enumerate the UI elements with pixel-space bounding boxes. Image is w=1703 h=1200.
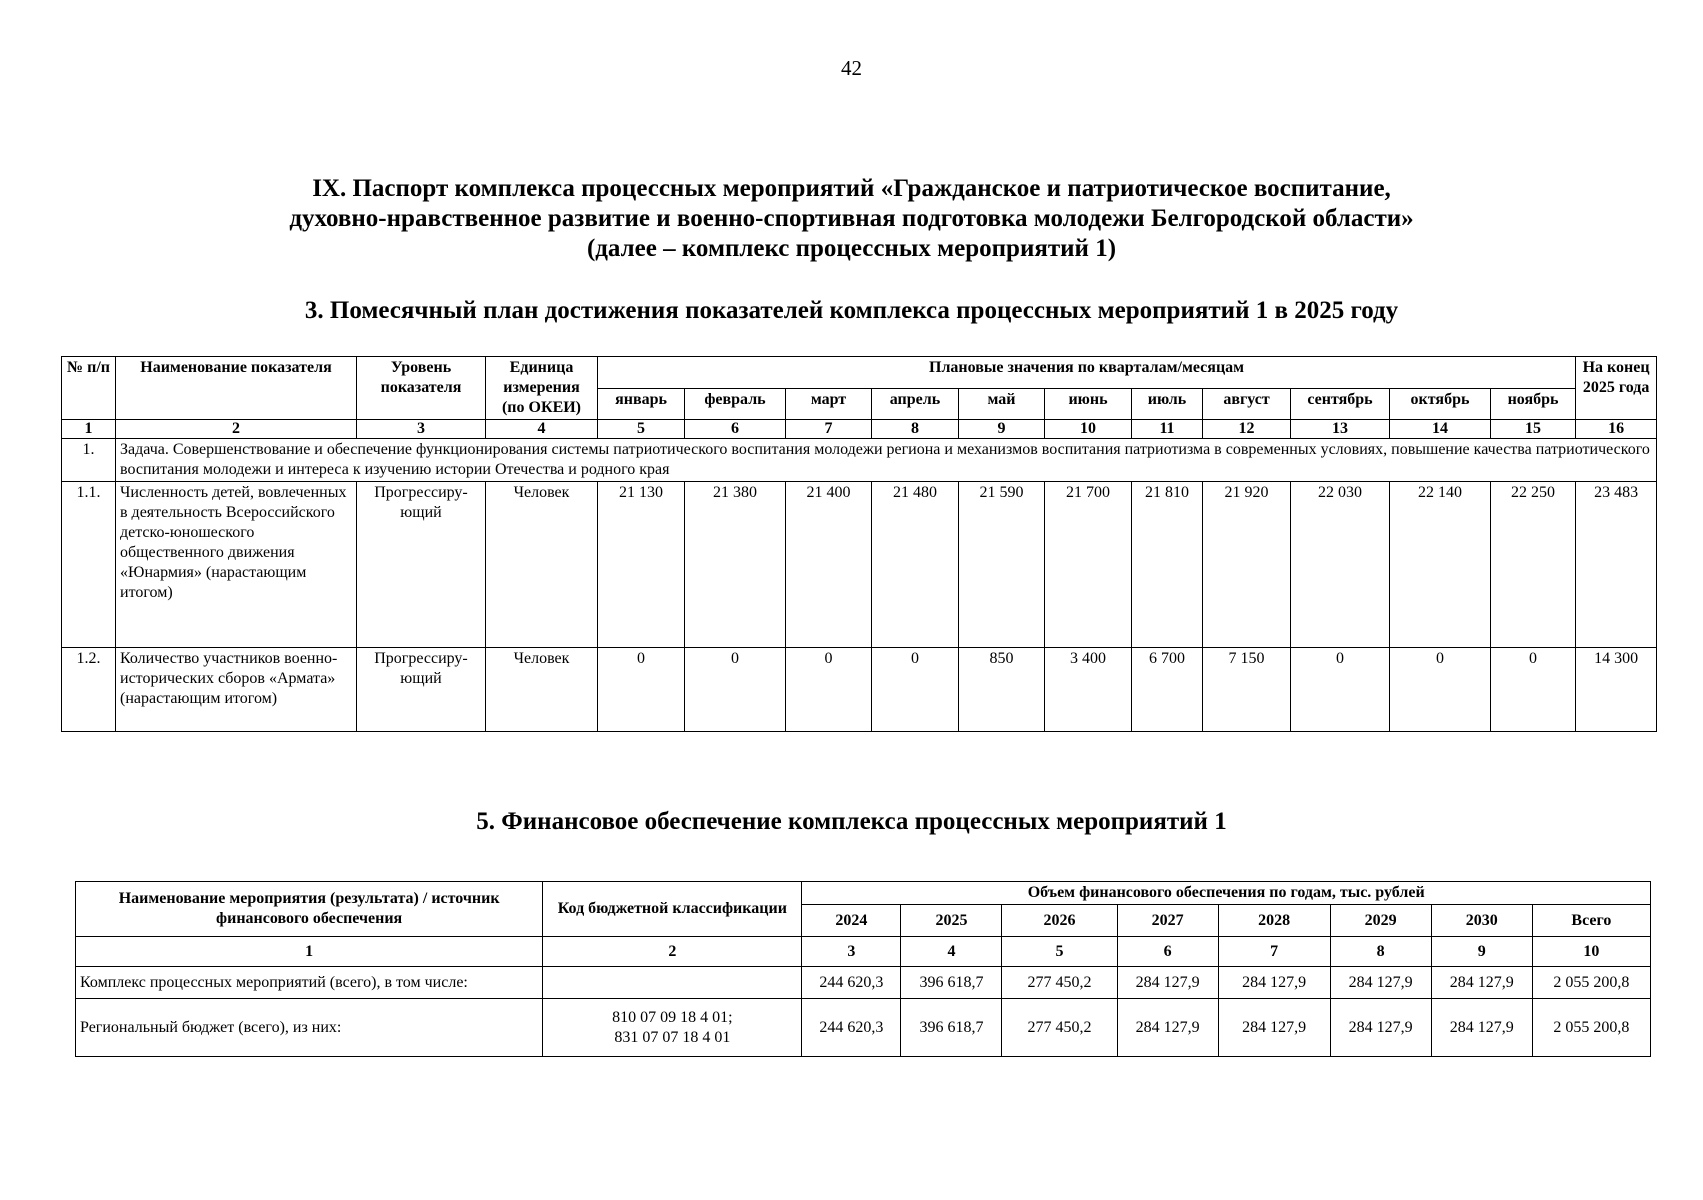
month-value: 22 140	[1390, 482, 1491, 648]
heading-line-3: (далее – комплекс процессных мероприятий 1)	[586, 235, 1117, 262]
column-number: 15	[1491, 420, 1576, 439]
month-header: июнь	[1045, 388, 1132, 420]
column-number: 16	[1576, 420, 1657, 439]
total-header: Всего	[1532, 905, 1650, 937]
year-header: 2025	[901, 905, 1002, 937]
month-header: июль	[1132, 388, 1203, 420]
page-number: 42	[841, 56, 862, 80]
month-header: май	[959, 388, 1045, 420]
table-row	[62, 648, 1657, 732]
row-number: 1.1.	[62, 482, 116, 648]
year-value: 284 127,9	[1330, 967, 1431, 999]
year-value: 284 127,9	[1117, 967, 1218, 999]
year-value: 396 618,7	[901, 999, 1002, 1057]
col-activity-header: Наименование мероприятия (результата) / источник финансового обеспечения	[76, 882, 543, 937]
table-row	[76, 967, 1651, 999]
year-header: 2029	[1330, 905, 1431, 937]
column-number: 14	[1390, 420, 1491, 439]
task-text: Задача. Совершенствование и обеспечение функционирования системы патриотического воспитания молодежи региона и механизмов воспитания патриотизма в современных условиях, повышение качества патриотического воспитания молодежи и интереса к изучению истории Отечества и родного края	[116, 439, 1657, 482]
year-value: 284 127,9	[1431, 967, 1532, 999]
year-value: 284 127,9	[1218, 967, 1330, 999]
indicator-name: Численность детей, вовлеченных в деятельность Всероссийского детско-юношеского общественного движения «Юнармия» (нарастающим итогом)	[116, 482, 357, 648]
col-plan-group-header: Плановые значения по кварталам/месяцам	[598, 357, 1576, 389]
indicator-level: Прогрессиру-ющий	[357, 482, 486, 648]
month-value: 6 700	[1132, 648, 1203, 732]
budget-code	[543, 967, 802, 999]
column-number: 10	[1532, 937, 1650, 967]
total-value: 2 055 200,8	[1532, 967, 1650, 999]
month-header: январь	[598, 388, 685, 420]
month-value: 0	[598, 648, 685, 732]
budget-code: 810 07 09 18 4 01; 831 07 07 18 4 01	[543, 999, 802, 1057]
year-header: 2027	[1117, 905, 1218, 937]
total-value: 2 055 200,8	[1532, 999, 1650, 1057]
year-value: 284 127,9	[1218, 999, 1330, 1057]
month-value: 21 590	[959, 482, 1045, 648]
table1-header-row-1	[62, 357, 1657, 389]
task-row	[62, 439, 1657, 482]
month-header: октябрь	[1390, 388, 1491, 420]
column-number: 3	[357, 420, 486, 439]
table-row	[62, 482, 1657, 648]
activity-name: Комплекс процессных мероприятий (всего), в том числе:	[76, 967, 543, 999]
month-value: 21 810	[1132, 482, 1203, 648]
year-header: 2024	[802, 905, 901, 937]
document-heading	[0, 174, 1703, 264]
month-header: февраль	[685, 388, 786, 420]
end-of-year-value: 14 300	[1576, 648, 1657, 732]
year-value: 284 127,9	[1330, 999, 1431, 1057]
year-value: 277 450,2	[1002, 967, 1117, 999]
month-value: 22 030	[1291, 482, 1390, 648]
indicator-name: Количество участников военно-исторических сборов «Армата» (нарастающим итогом)	[116, 648, 357, 732]
month-value: 0	[685, 648, 786, 732]
indicator-level: Прогрессиру-ющий	[357, 648, 486, 732]
column-number: 5	[598, 420, 685, 439]
column-number: 6	[1117, 937, 1218, 967]
heading-line-2: духовно-нравственное развитие и военно-спортивная подготовка молодежи Белгородской области»	[289, 205, 1414, 232]
column-number: 6	[685, 420, 786, 439]
column-number: 4	[486, 420, 598, 439]
column-number: 10	[1045, 420, 1132, 439]
column-number: 13	[1291, 420, 1390, 439]
end-of-year-value: 23 483	[1576, 482, 1657, 648]
year-header: 2030	[1431, 905, 1532, 937]
column-number: 7	[786, 420, 872, 439]
year-value: 284 127,9	[1117, 999, 1218, 1057]
month-value: 850	[959, 648, 1045, 732]
month-header: август	[1203, 388, 1291, 420]
column-number: 1	[76, 937, 543, 967]
monthly-plan-table	[61, 356, 1657, 732]
year-header: 2026	[1002, 905, 1117, 937]
month-value: 0	[1291, 648, 1390, 732]
year-value: 244 620,3	[802, 967, 901, 999]
column-number: 7	[1218, 937, 1330, 967]
year-value: 277 450,2	[1002, 999, 1117, 1057]
col-end-header: На конец 2025 года	[1576, 357, 1657, 420]
month-value: 0	[1390, 648, 1491, 732]
section-5-title: 5. Финансовое обеспечение комплекса процессных мероприятий 1	[476, 808, 1227, 835]
month-header: ноябрь	[1491, 388, 1576, 420]
col-no-header: № п/п	[62, 357, 116, 420]
column-number: 4	[901, 937, 1002, 967]
column-number: 2	[543, 937, 802, 967]
year-value: 284 127,9	[1431, 999, 1532, 1057]
table1-column-numbers	[62, 420, 1657, 439]
month-value: 21 380	[685, 482, 786, 648]
month-value: 22 250	[1491, 482, 1576, 648]
financing-table	[75, 881, 1651, 1057]
heading-line-1: IX. Паспорт комплекса процессных мероприятий «Гражданское и патриотическое воспитание,	[312, 175, 1391, 202]
section-3-title: 3. Помесячный план достижения показателей комплекса процессных мероприятий 1 в 2025 году	[304, 297, 1399, 324]
month-header: март	[786, 388, 872, 420]
column-number: 5	[1002, 937, 1117, 967]
year-value: 244 620,3	[802, 999, 901, 1057]
year-header: 2028	[1218, 905, 1330, 937]
column-number: 9	[1431, 937, 1532, 967]
month-value: 0	[1491, 648, 1576, 732]
year-value: 396 618,7	[901, 967, 1002, 999]
task-number: 1.	[62, 439, 116, 482]
column-number: 8	[872, 420, 959, 439]
table-row	[76, 999, 1651, 1057]
col-name-header: Наименование показателя	[116, 357, 357, 420]
month-header: сентябрь	[1291, 388, 1390, 420]
column-number: 8	[1330, 937, 1431, 967]
table2-header-row-1	[76, 882, 1651, 905]
column-number: 3	[802, 937, 901, 967]
month-value: 0	[872, 648, 959, 732]
month-value: 7 150	[1203, 648, 1291, 732]
column-number: 1	[62, 420, 116, 439]
indicator-unit: Человек	[486, 648, 598, 732]
column-number: 9	[959, 420, 1045, 439]
column-number: 2	[116, 420, 357, 439]
indicator-unit: Человек	[486, 482, 598, 648]
month-value: 21 920	[1203, 482, 1291, 648]
col-budget-code-header: Код бюджетной классификации	[543, 882, 802, 937]
month-value: 0	[786, 648, 872, 732]
month-value: 21 480	[872, 482, 959, 648]
column-number: 12	[1203, 420, 1291, 439]
activity-name: Региональный бюджет (всего), из них:	[76, 999, 543, 1057]
month-value: 21 130	[598, 482, 685, 648]
col-financing-group-header: Объем финансового обеспечения по годам, тыс. рублей	[802, 882, 1651, 905]
column-number: 11	[1132, 420, 1203, 439]
month-value: 21 700	[1045, 482, 1132, 648]
row-number: 1.2.	[62, 648, 116, 732]
month-value: 21 400	[786, 482, 872, 648]
table2-column-numbers	[76, 937, 1651, 967]
col-unit-header: Единица измерения (по ОКЕИ)	[486, 357, 598, 420]
month-header: апрель	[872, 388, 959, 420]
col-level-header: Уровень показателя	[357, 357, 486, 420]
month-value: 3 400	[1045, 648, 1132, 732]
